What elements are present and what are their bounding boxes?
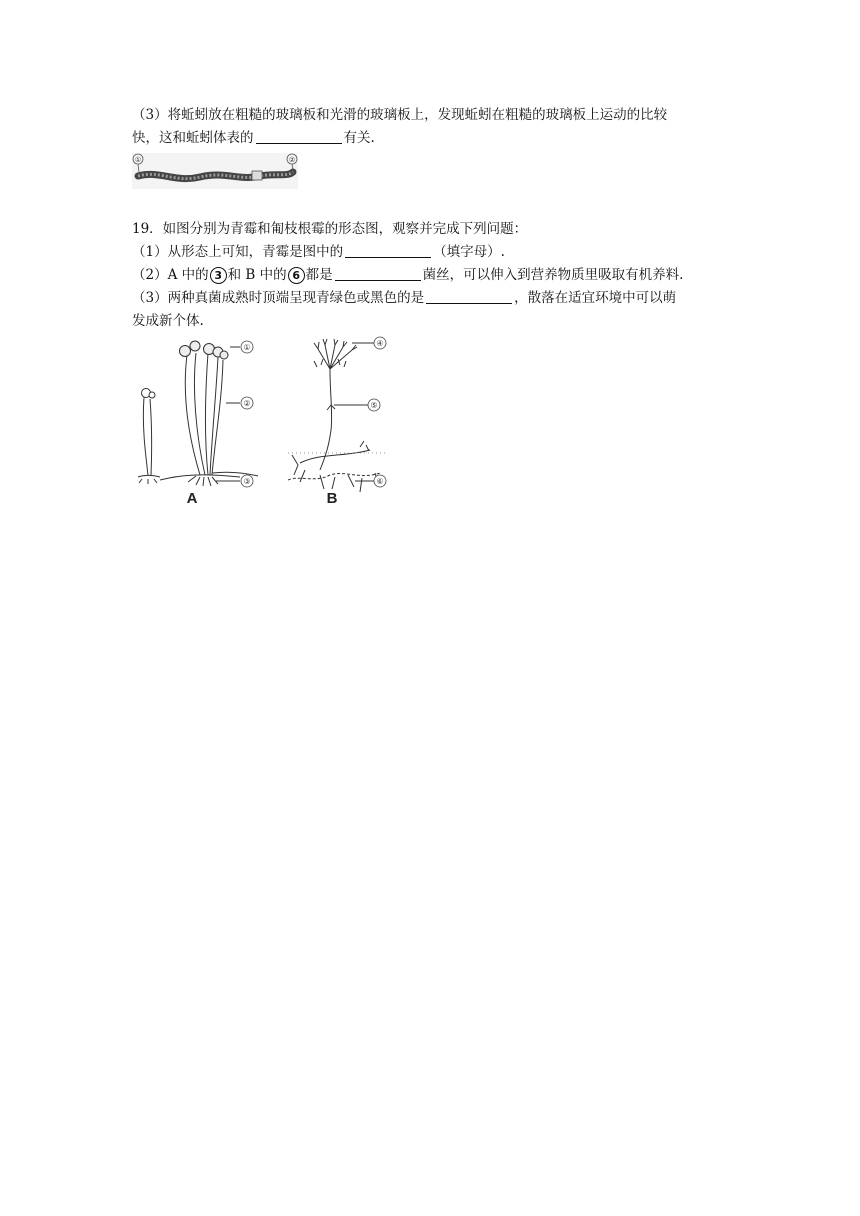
q19-part1-pre: （1）从形态上可知，青霉是图中的: [132, 244, 344, 260]
marker-1: ①: [134, 156, 142, 164]
q19-part2: [132, 264, 732, 286]
figure-label-a: A: [186, 490, 198, 507]
q19-part3-post: ，散落在适宜环境中可以萌: [514, 290, 677, 306]
figure-label-b: B: [326, 490, 338, 507]
q19-part1-post: （填字母）.: [433, 244, 505, 260]
answer-blank[interactable]: [426, 289, 512, 304]
answer-blank[interactable]: [256, 129, 342, 144]
answer-blank[interactable]: [345, 243, 431, 258]
q19-part3: [132, 287, 732, 309]
q18-part3-text: （3）将蚯蚓放在粗糙的玻璃板和光滑的玻璃板上，发现蚯蚓在粗糙的玻璃板上运动的比较: [132, 107, 668, 123]
marker-2: ②: [288, 156, 296, 164]
marker-b-5: ⑤: [370, 401, 378, 410]
circled-number-3: 3: [210, 267, 227, 284]
fungi-figure: [130, 335, 390, 510]
q19-stem-text: 19．如图分别为青霉和匍枝根霉的形态图，观察并完成下列问题：: [132, 221, 528, 237]
q19-part1: [132, 241, 732, 263]
marker-a-3: ③: [243, 477, 251, 486]
q19-part2-post: 菌丝，可以伸入到营养物质里吸取有机养料.: [422, 267, 684, 283]
marker-a-1: ①: [243, 343, 251, 352]
marker-a-2: ②: [243, 399, 251, 408]
q19-stem: [132, 218, 732, 240]
figure-b-drawing: [288, 339, 388, 492]
q19-part2-pre: （2）A 中的: [132, 267, 209, 283]
marker-b-4: ④: [376, 339, 384, 348]
figure-a-drawing: [138, 341, 258, 486]
q18-part3-post: 有关.: [343, 130, 375, 146]
q19-part3-line2: [132, 310, 732, 332]
q19-part2-mid1: 和 B 中的: [227, 267, 287, 283]
circled-number-6: 6: [288, 267, 305, 284]
q19-part3-line2-text: 发成新个体.: [132, 313, 204, 329]
q18-part3-line2: [132, 127, 732, 149]
q19-part2-mid2: 都是: [305, 267, 333, 283]
answer-blank[interactable]: [335, 266, 421, 281]
earthworm-figure: [130, 150, 302, 192]
q19-part3-pre: （3）两种真菌成熟时顶端呈现青绿色或黑色的是: [132, 290, 425, 306]
q18-part3-pre: 快，这和蚯蚓体表的: [132, 130, 254, 146]
marker-b-6: ⑥: [376, 477, 384, 486]
q18-part3-line1: [132, 104, 732, 126]
